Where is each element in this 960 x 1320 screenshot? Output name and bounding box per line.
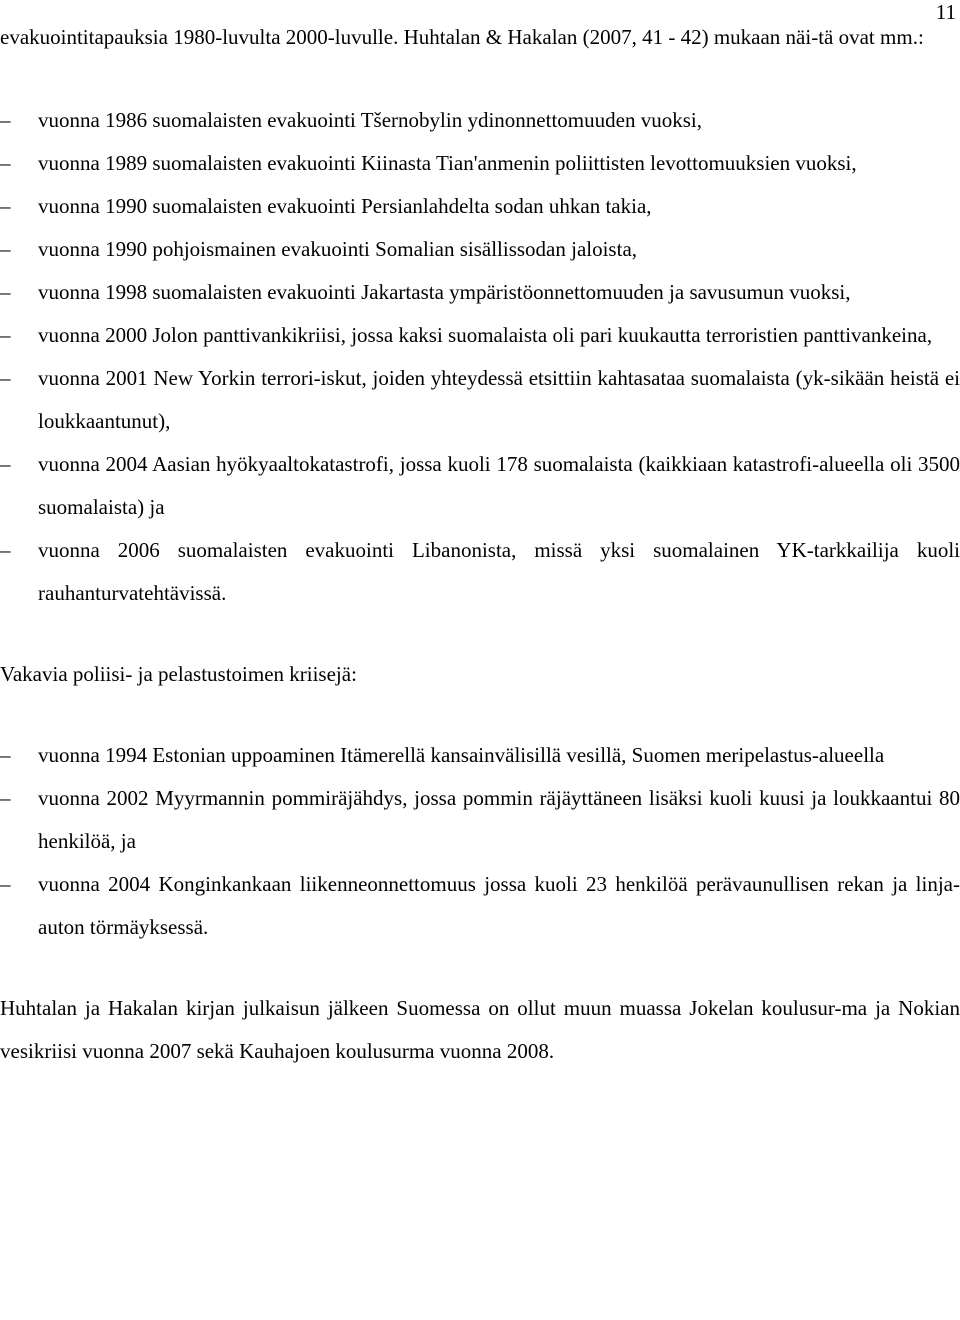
list-item-text: vuonna 2002 Myyrmannin pommiräjähdys, jossa pommin räjäyttäneen lisäksi kuoli kuusi ja loukkaantui 80 henkilöä, ja: [38, 786, 960, 853]
list-item: [0, 863, 960, 949]
dash-bullet: –: [0, 237, 11, 261]
list-item: [0, 734, 960, 777]
list-item-text: vuonna 1998 suomalaisten evakuointi Jakartasta ympäristöonnettomuuden ja savusumun vuoksi,: [38, 280, 851, 304]
list-item: [0, 443, 960, 529]
list-item: [0, 529, 960, 615]
list-item-text: vuonna 1989 suomalaisten evakuointi Kiinasta Tian'anmenin poliittisten levottomuuksien vuoksi,: [38, 151, 857, 175]
dash-bullet: –: [0, 323, 11, 347]
list-item: [0, 99, 960, 142]
list-item-text: vuonna 1990 pohjoismainen evakuointi Somalian sisällissodan jaloista,: [38, 237, 638, 261]
list-item-text: vuonna 1994 Estonian uppoaminen Itämerellä kansainvälisillä vesillä, Suomen meripelastus-alueella: [38, 743, 885, 767]
evacuation-list: [0, 99, 960, 615]
list-item-text: vuonna 2001 New Yorkin terrori-iskut, joiden yhteydessä etsittiin kahtasataa suomalaista (yk-sikään heistä ei loukkaantunut),: [38, 366, 960, 433]
dash-bullet: –: [0, 872, 11, 896]
list-item: [0, 185, 960, 228]
dash-bullet: –: [0, 786, 11, 810]
section-heading: Vakavia poliisi- ja pelastustoimen kriisejä:: [0, 662, 357, 686]
spacer: [0, 59, 960, 99]
intro-paragraph: evakuointitapauksia 1980-luvulta 2000-luvulle. Huhtalan & Hakalan (2007, 41 - 42) mukaan näi-tä ovat mm.:: [0, 25, 924, 49]
dash-bullet: –: [0, 452, 11, 476]
dash-bullet: –: [0, 280, 11, 304]
dash-bullet: –: [0, 743, 11, 767]
list-item-text: vuonna 2006 suomalaisten evakuointi Libanonista, missä yksi suomalainen YK-tarkkailija kuoli rauhanturvatehtävissä.: [38, 538, 960, 605]
list-item-text: vuonna 2004 Aasian hyökyaaltokatastrofi, jossa kuoli 178 suomalaista (kaikkiaan katastrofi-alueella oli 3500 suomalaista) ja: [38, 452, 960, 519]
spacer: [0, 696, 960, 734]
list-item-text: vuonna 1986 suomalaisten evakuointi Tšernobylin ydinonnettomuuden vuoksi,: [38, 108, 702, 132]
closing-paragraph: Huhtalan ja Hakalan kirjan julkaisun jälkeen Suomessa on ollut muun muassa Jokelan koulusur-ma ja Nokian vesikriisi vuonna 2007 sekä Kauhajoen koulusurma vuonna 2008.: [0, 996, 960, 1063]
spacer: [0, 615, 960, 653]
list-item-text: vuonna 2000 Jolon panttivankikriisi, jossa kaksi suomalaista oli pari kuukautta terroristien panttivankeina,: [38, 323, 933, 347]
dash-bullet: –: [0, 108, 11, 132]
dash-bullet: –: [0, 538, 11, 562]
crisis-list: [0, 734, 960, 949]
list-item: [0, 357, 960, 443]
list-item: [0, 777, 960, 863]
list-item-text: vuonna 1990 suomalaisten evakuointi Persianlahdelta sodan uhkan takia,: [38, 194, 652, 218]
list-item-text: vuonna 2004 Konginkankaan liikenneonnettomuus jossa kuoli 23 henkilöä perävaunullisen rekan ja linja-auton törmäyksessä.: [38, 872, 960, 939]
list-item: [0, 314, 960, 357]
document-body: [0, 16, 960, 1073]
dash-bullet: –: [0, 366, 11, 390]
list-item: [0, 228, 960, 271]
list-item: [0, 271, 960, 314]
dash-bullet: –: [0, 194, 11, 218]
page-number: 11: [935, 0, 956, 24]
list-item: [0, 142, 960, 185]
spacer: [0, 949, 960, 987]
dash-bullet: –: [0, 151, 11, 175]
